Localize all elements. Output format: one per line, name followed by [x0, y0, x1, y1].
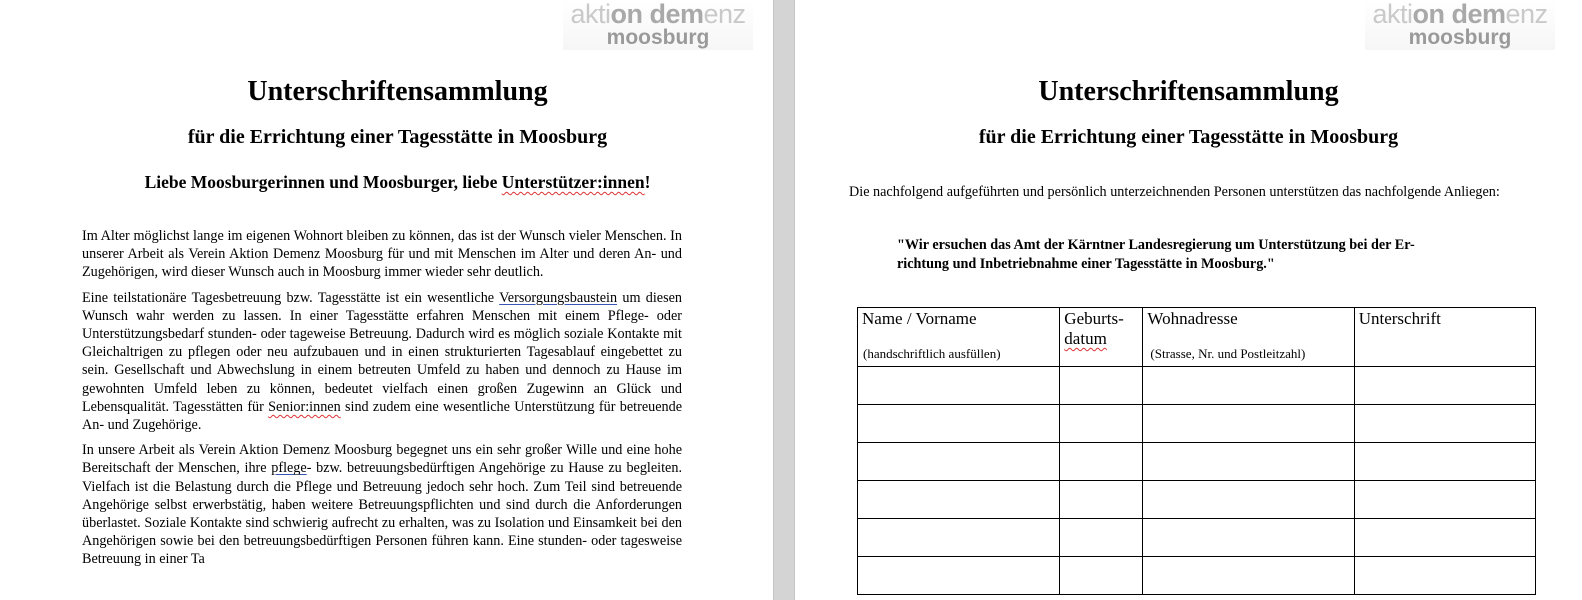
cell-name[interactable]: [858, 443, 1060, 481]
document-page-right: [795, 0, 1582, 600]
cell-birthdate[interactable]: [1060, 519, 1143, 557]
spelling-flag[interactable]: Senior:innen: [268, 398, 341, 415]
header-address: Wohnadresse (Strasse, Nr. und Postleitzahl): [1143, 308, 1354, 367]
cell-birthdate[interactable]: [1060, 557, 1143, 595]
table-row: [858, 519, 1536, 557]
table-header-row: [858, 308, 1536, 367]
cell-name[interactable]: [858, 481, 1060, 519]
paragraph: In unsere Arbeit als Verein Aktion Demenz Moosburg begegnet uns ein sehr großer Wille und eine hohe Bereitschaft der Menschen, ihre pflege- bzw. betreuungsbedürftigen Angehörige zu Hause zu begleiten. Vielfach ist die Belastung durch die Pflege und Betreuung jedoch sehr hoch. Zum Teil sind betreuende Angehörige selbst erwerbstätig, haben weitere Betreuungspflichten und sind durch die Anforderungen überlastet. Soziale Kontakte sind schwierig aufrecht zu erhalten, was zu Isolation und Einsamkeit bei den Angehörigen sowie bei den betreuungsbedürftigen Personen führen kann. Eine stunden- oder tagesweise Betreuung in einer Ta: [82, 442, 682, 568]
cell-address[interactable]: [1143, 405, 1354, 443]
table-row: [858, 405, 1536, 443]
page-subtitle: für die Errichtung einer Tagesstätte in Moosburg: [187, 126, 608, 148]
cell-signature[interactable]: [1354, 443, 1535, 481]
page-title: Unterschriftensammlung: [1038, 76, 1339, 107]
letter-body: [82, 227, 682, 576]
header-name: Name / Vorname (handschriftlich ausfüllen): [858, 308, 1060, 367]
paragraph: Im Alter möglichst lange im eigenen Wohnort bleiben zu können, das ist der Wunsch vieler Menschen. In unserer Arbeit als Verein Aktion Demenz Moosburg für und mit Menschen im Alter und deren An- und Zugehörigen, wird dieser Wunsch auch in Moosburg immer wieder sehr deutlich.: [82, 228, 682, 281]
spelling-flag[interactable]: Unterstützer:innen: [501, 172, 645, 192]
cell-name[interactable]: [858, 519, 1060, 557]
header-birthdate: Geburts- datum: [1060, 308, 1143, 367]
cell-address[interactable]: [1143, 481, 1354, 519]
cell-signature[interactable]: [1354, 481, 1535, 519]
page-subtitle: für die Errichtung einer Tagesstätte in Moosburg: [978, 126, 1399, 148]
cell-name[interactable]: [858, 367, 1060, 405]
cell-signature[interactable]: [1354, 367, 1535, 405]
aktion-demenz-logo: aktion demenz moosburg: [1365, 0, 1555, 50]
table-row: [858, 557, 1536, 595]
document-page-left: [0, 0, 773, 600]
page-gutter: [773, 0, 795, 600]
petition-request: "Wir ersuchen das Amt der Kärntner Landesregierung um Unterstützung bei der Er- richtung und Inbetriebnahme einer Tagesstätte in Moosburg.": [897, 237, 1415, 272]
cell-signature[interactable]: [1354, 405, 1535, 443]
cell-name[interactable]: [858, 557, 1060, 595]
signature-table: [857, 307, 1536, 595]
cell-birthdate[interactable]: [1060, 443, 1143, 481]
paragraph: Eine teilstationäre Tagesbetreuung bzw. Tagesstätte ist ein wesentliche Versorgungsbaustein um diesen Wunsch wahr werden zu lassen. In einer Tagesstätte erfahren Menschen mit einem Pflege- oder Unterstützungsbedarf stunden- oder tageweise Betreuung. Dadurch wird es möglich soziale Kontakte mit Gleichaltrigen zu pflegen oder neu aufzubauen und in einen strukturierten Tagesablauf eingebettet zu sein. Gesellschaft und Abwechslung in einem betreuten Umfeld zu haben und dennoch zu Hause im gewohnten Umfeld leben zu können, bedeutet vielfach einen großen Zugewinn an Glück und Lebensqualität. Tagesstätten für Senior:innen sind zudem eine wesentliche Unterstützung für betreuende An- und Zugehörige.: [82, 289, 683, 434]
table-row: [858, 367, 1536, 405]
grammar-flag[interactable]: pflege: [271, 460, 307, 477]
cell-address[interactable]: [1143, 557, 1354, 595]
cell-name[interactable]: [858, 405, 1060, 443]
cell-address[interactable]: [1143, 519, 1354, 557]
header-signature: Unterschrift: [1354, 308, 1535, 367]
aktion-demenz-logo: aktion demenz moosburg: [563, 0, 753, 50]
cell-birthdate[interactable]: [1060, 481, 1143, 519]
intro-text: Die nachfolgend aufgeführten und persönlich unterzeichnenden Personen unterstützen das nachfolgende Anliegen:: [849, 184, 1500, 200]
greeting: Liebe Moosburgerinnen und Moosburger, liebe Unterstützer:innen!: [144, 172, 651, 192]
page-title: Unterschriftensammlung: [247, 76, 548, 107]
cell-signature[interactable]: [1354, 519, 1535, 557]
grammar-flag[interactable]: Versorgungsbaustein: [499, 289, 618, 306]
cell-birthdate[interactable]: [1060, 405, 1143, 443]
cell-address[interactable]: [1143, 443, 1354, 481]
cell-birthdate[interactable]: [1060, 367, 1143, 405]
cell-signature[interactable]: [1354, 557, 1535, 595]
table-row: [858, 481, 1536, 519]
cell-address[interactable]: [1143, 367, 1354, 405]
table-row: [858, 443, 1536, 481]
